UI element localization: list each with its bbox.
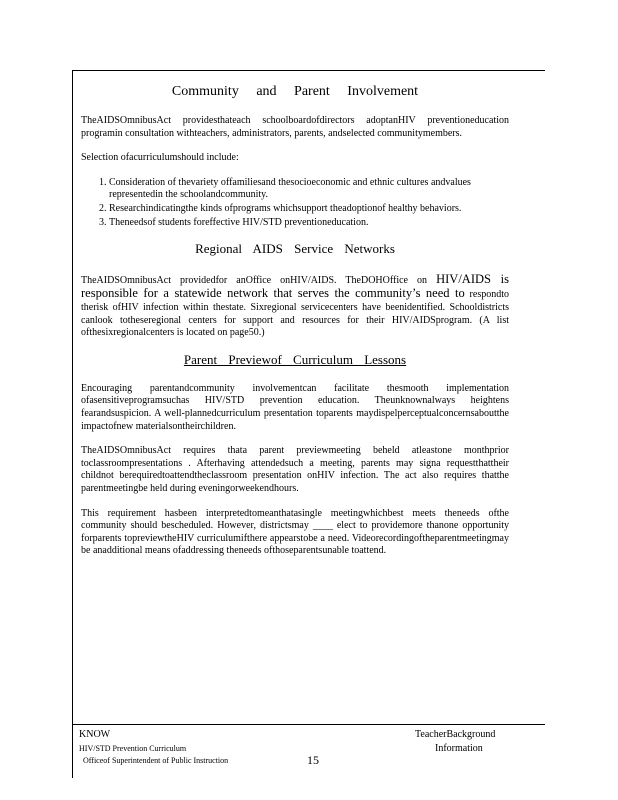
heading-regional-networks: Regional AIDS Service Networks [195, 240, 395, 256]
heading-community-involvement: Community and Parent Involvement [171, 84, 419, 99]
footer-curriculum: HIV/STD Prevention Curriculum [79, 744, 187, 753]
footer-teacher-background: TeacherBackground [415, 729, 496, 740]
curriculum-criteria-list [81, 177, 509, 229]
page-number: 15 [307, 753, 319, 767]
left-margin-rule [72, 70, 73, 778]
paragraph-regional [81, 273, 509, 340]
footer-rule [72, 724, 545, 725]
footer-information: Information [435, 743, 483, 754]
footer-office: Officeof Superintendent of Public Instruction [83, 756, 229, 765]
list-item: 2. Researchindicatingthe kinds ofprograms whichsupport theadoptionof healthy behaviors. [109, 203, 509, 215]
regional-text-start: TheAIDSOmnibusAct providedfor anOffice onHIV/AIDS. TheDOHOffice on [81, 274, 428, 286]
top-rule [72, 70, 545, 71]
regional-text-large: HIV/AIDS is responsible for a statewide network that serves the community’s need to [81, 271, 509, 301]
paragraph-encouraging: Encouraging parentandcommunity involvementcan facilitate thesmooth implementation ofasensitiveprogramsuchas HIV/STD prevention education. Theunknownalways heightens fearandsuspicion. A well-plannedcurriculum presentation toparents maydispelperceptualconcernsaboutthe impactofnew materialsontheirchildren. [81, 382, 509, 432]
list-item: 3. Theneedsof students foreffective HIV/STD preventioneducation. [109, 217, 509, 229]
paragraph-omnibus-act: TheAIDSOmnibusAct providesthateach schoolboardofdirectors adoptanHIV preventioneducation programin consultation withteachers, administrators, parents, andselected communitymembers. [81, 115, 509, 139]
paragraph-requirement: This requirement hasbeen interpretedtomeanthatasingle meetingwhichbest meets theneeds ofthe community should bescheduled. However, districtsmay ____ elect to providemore thanone opportunity forparents topreviewtheHIV curriculumifthere appearstobe a need. Videorecordingoftheparentmeetingmay be anadditional means ofaddressing theneeds ofthoseparentsunable toattend. [81, 507, 509, 557]
heading-parent-preview-text: Parent Previewof Curriculum Lessons [183, 351, 407, 367]
regional-text-end: respondto therisk ofHIV infection within thestate. Sixregional servicecenters have beenidentified. Schooldistricts canlook totheseregional centers for support and resources for their HIV/AIDSprogram. (A list ofthesixregionalcenters is located on page50.) [81, 289, 509, 339]
paragraph-preview-meeting: TheAIDSOmnibusAct requires thata parent previewmeeting beheld atleastone monthprior toclassroompresentations . Afterhaving attendedsuch a meeting, parents may signa requestthattheir childnot berequiredtoattendtheclassroom presentation onHIV infection. The act also requires thatthe parentmeetingbe held during eveningorweekendhours. [81, 445, 509, 494]
heading-parent-preview [81, 352, 509, 368]
page-content [81, 84, 509, 570]
footer-know: KNOW [79, 729, 111, 740]
paragraph-selection: Selection ofacurriculumshould include: [81, 152, 239, 164]
list-item: 1. Consideration of thevariety offamiliesand thesocioeconomic and ethnic cultures andvalues representedin the schoolandcommunity. [109, 177, 509, 201]
